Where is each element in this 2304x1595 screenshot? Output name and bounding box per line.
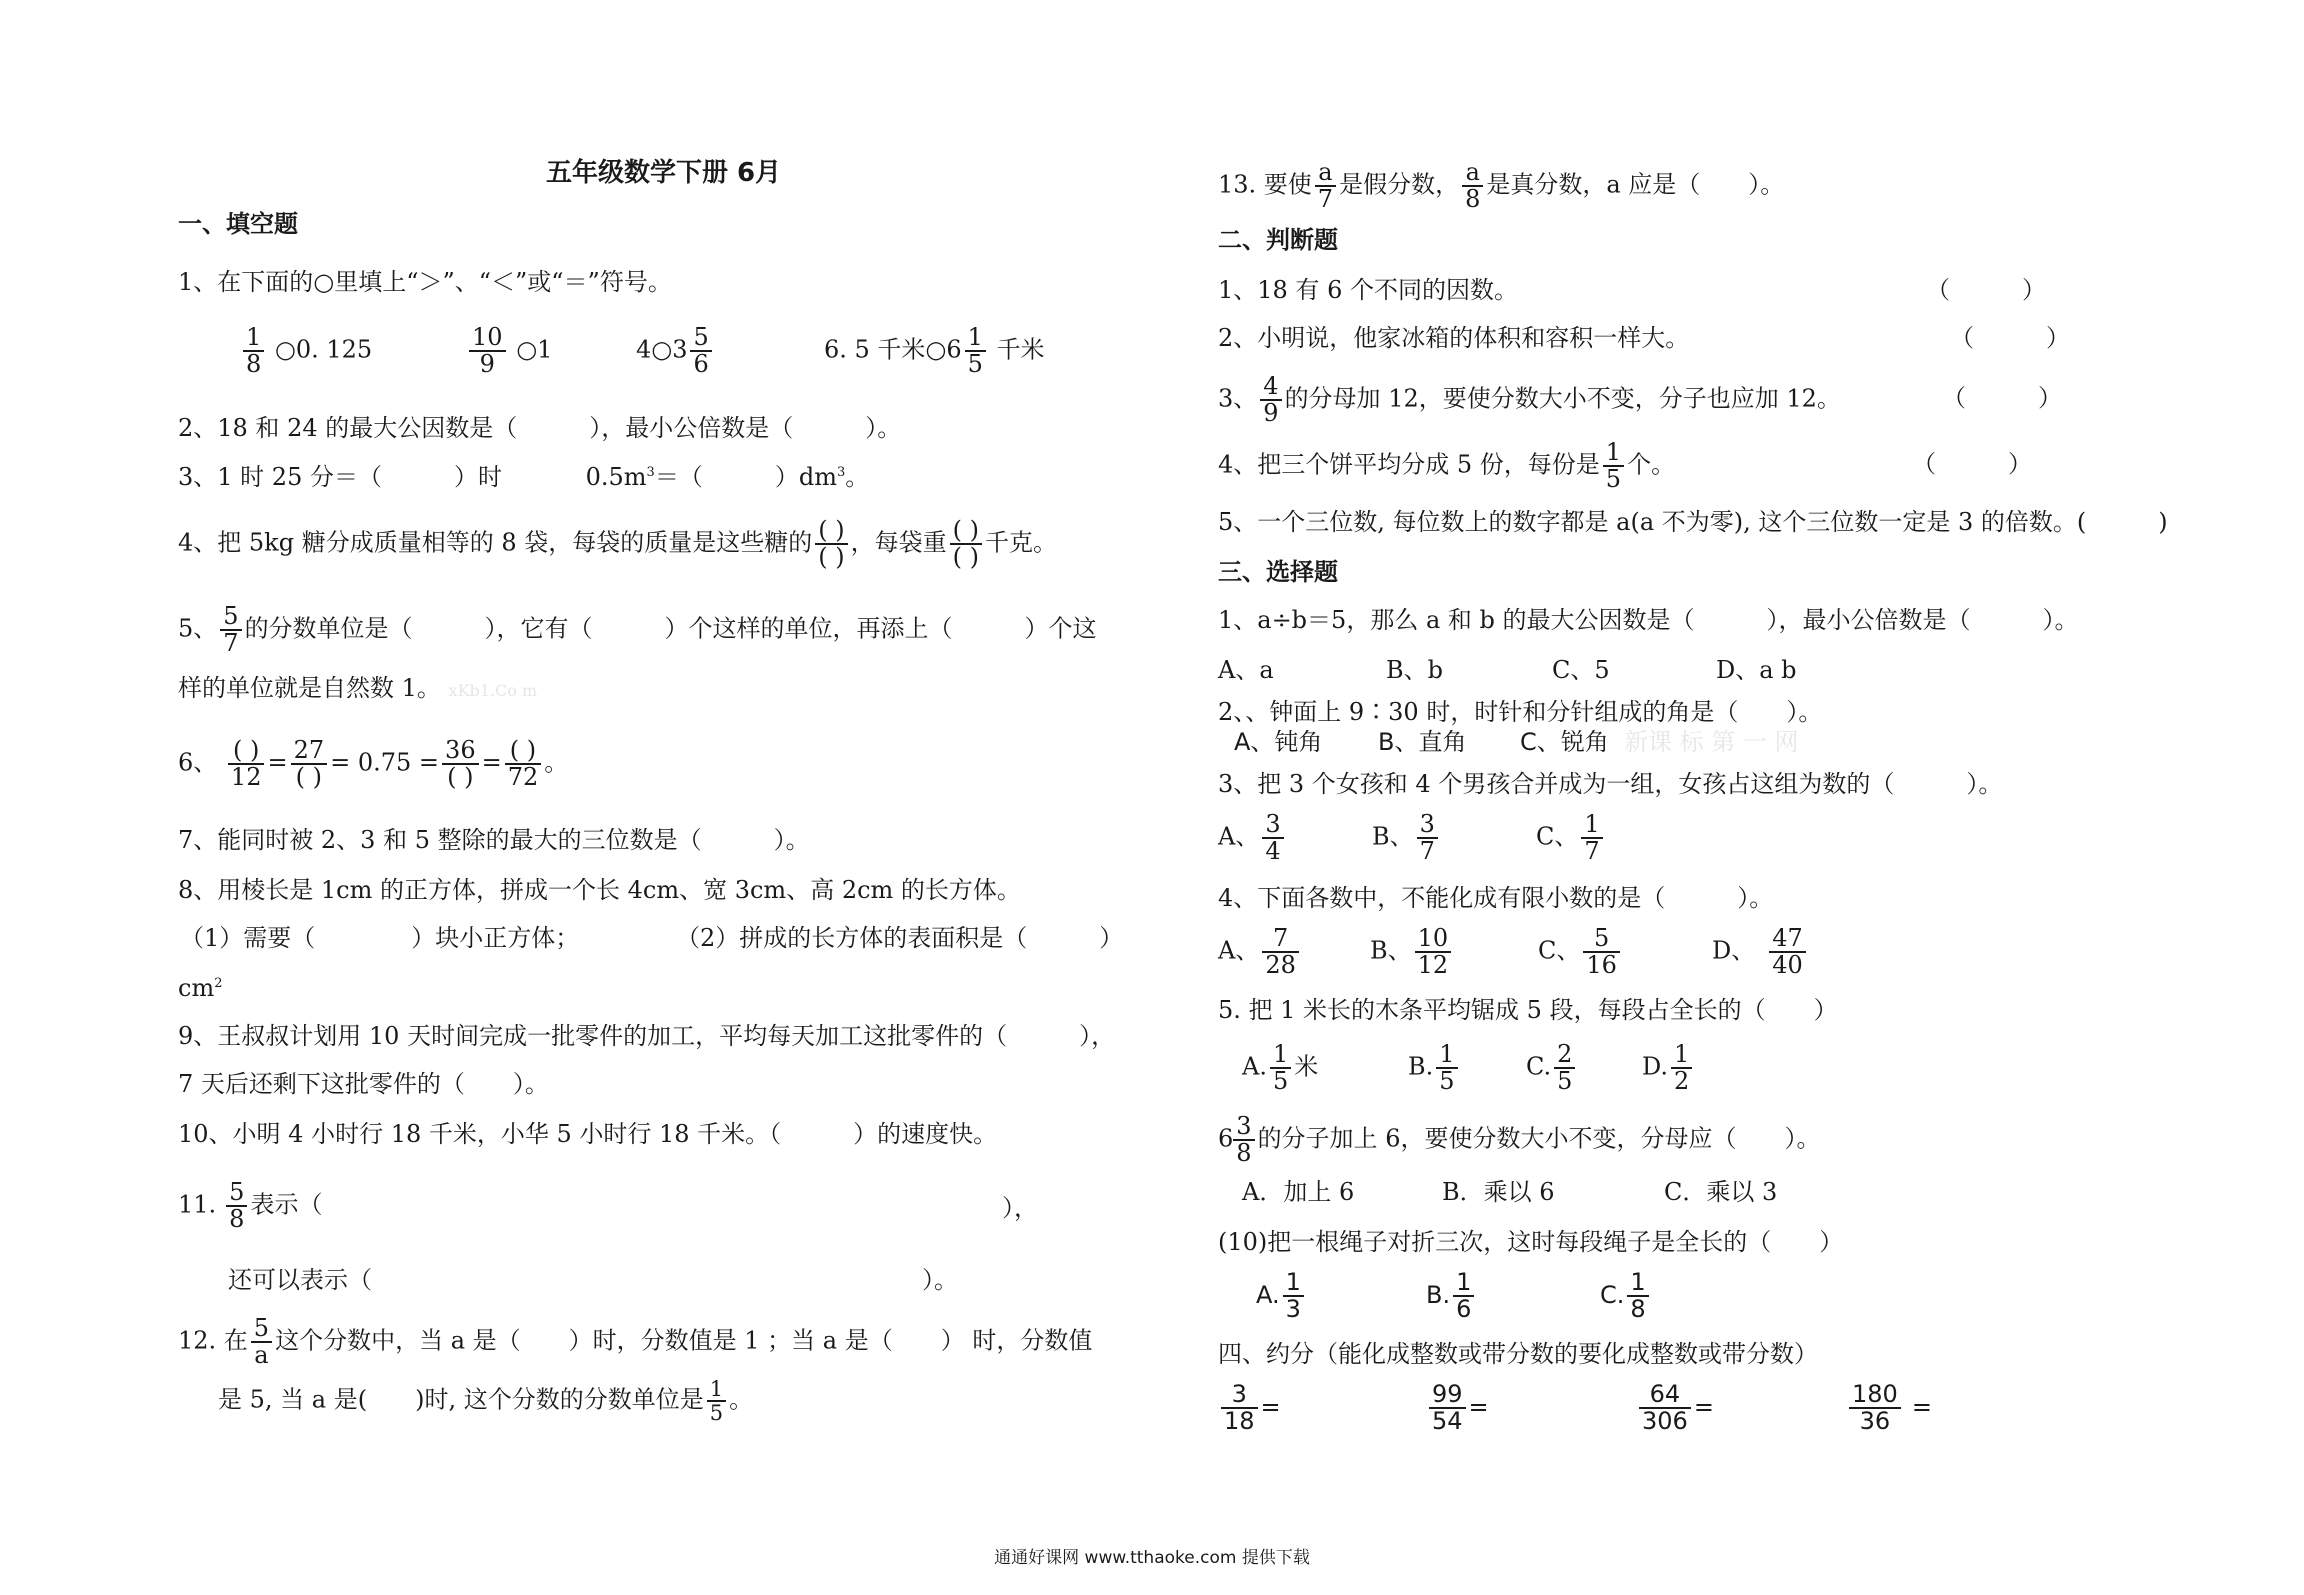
fraction: $\frac{5}{7}$	[220, 604, 241, 656]
question-8-unit: $cm^2$	[178, 974, 223, 1002]
section-true-false: 二、判断题	[1218, 226, 1338, 254]
fraction: $\frac{10}{12}$	[1415, 926, 1452, 978]
section-fill-blank: 一、填空题	[178, 210, 298, 238]
fraction: $\frac{47}{40}$	[1769, 926, 1806, 978]
question-2: 2、18 和 24 的最大公因数是（ ），最小公倍数是（ ）。	[178, 414, 902, 442]
choice-4-option-b: B、 $\frac{10}{12}$	[1370, 926, 1454, 978]
choice-6-option-b: B．乘以 6	[1442, 1178, 1555, 1206]
watermark-text: 新课 标 第 一 网	[1624, 728, 1799, 756]
choice-4: 4、下面各数中，不能化成有限小数的是（ ）。	[1218, 884, 1774, 912]
choice-10-option-c: C. $\frac{1}{8}$	[1600, 1270, 1652, 1322]
fraction-blank: $\frac{( )}{72}$	[505, 738, 542, 790]
judge-2-answer: （ ）	[1950, 324, 2070, 352]
fraction-blank: $\frac{36}{( )}$	[442, 738, 479, 790]
page-footer: 通通好课网 www.tthaoke.com 提供下载	[994, 1548, 1310, 1568]
choice-3: 3、把 3 个女孩和 4 个男孩合并成为一组，女孩占这组为数的（ ）。	[1218, 770, 2003, 798]
choice-1-option-c: C、5	[1552, 656, 1610, 684]
choice-4-option-d: D、 $\frac{47}{40}$	[1712, 926, 1809, 978]
judge-4: 4、把三个饼平均分成 5 份，每份是 $\frac{1}{5}$ 个。	[1218, 438, 1676, 494]
fraction: $\frac{1}{8}$	[243, 325, 264, 377]
choice-6-option-c: C．乘以 3	[1664, 1178, 1778, 1206]
judge-3: 3、 $\frac{4}{9}$ 的分母加 12，要使分数大小不变，分子也应加 12。	[1218, 372, 1841, 428]
fraction: $\frac{1}{5}$	[1270, 1042, 1291, 1094]
fraction: $\frac{7}{28}$	[1262, 926, 1299, 978]
choice-3-option-c: C、 $\frac{1}{7}$	[1536, 812, 1606, 864]
fraction: $\frac{180}{36}$	[1849, 1382, 1901, 1434]
fraction: $\frac{a}{8}$	[1462, 160, 1483, 212]
choice-3-option-a: A、 $\frac{3}{4}$	[1218, 812, 1287, 864]
choice-4-option-a: A、 $\frac{7}{28}$	[1218, 926, 1302, 978]
fraction: $\frac{3}{18}$	[1221, 1382, 1258, 1434]
choice-2: 2、、钟面上 9∶30 时，时针和分针组成的角是（ ）。	[1218, 698, 1823, 726]
q1-item-d: 6. 5 千米○6 $\frac{1}{5}$ 千米	[824, 323, 1045, 379]
fraction-blank: $\frac{( )}{( )}$	[815, 518, 847, 570]
question-1: 1、在下面的○里填上“＞”、“＜”或“＝”符号。	[178, 268, 672, 296]
fraction: $\frac{3}{8}$	[1233, 1114, 1254, 1166]
choice-2-option-a: A、钝角	[1234, 728, 1323, 756]
question-12: 12. 在 $\frac{5}{a}$ 这个分数中，当 a 是（ ）时，分数值是 1 ；当 a 是（ ） 时，分数值	[178, 1314, 1093, 1370]
question-11-close: ），	[1002, 1194, 1038, 1222]
question-11-cont: 还可以表示（	[228, 1266, 372, 1294]
choice-4-option-c: C、 $\frac{5}{16}$	[1538, 926, 1623, 978]
section-multiple-choice: 三、选择题	[1218, 558, 1338, 586]
choice-1-option-b: B、b	[1386, 656, 1443, 684]
choice-5-option-a: A. $\frac{1}{5}$ 米	[1242, 1040, 1319, 1096]
fraction: $\frac{99}{54}$	[1429, 1382, 1466, 1434]
fraction: $\frac{5}{8}$	[226, 1180, 247, 1232]
fraction: $\frac{5}{6}$	[690, 325, 711, 377]
fraction: $\frac{1}{5}$	[965, 325, 986, 377]
choice-5-option-b: B. $\frac{1}{5}$	[1408, 1042, 1461, 1094]
choice-1-option-a: A、a	[1218, 656, 1274, 684]
choice-5-option-c: C. $\frac{2}{5}$	[1526, 1042, 1578, 1094]
simplify-2: $\frac{99}{54}$ =	[1426, 1382, 1489, 1434]
question-9-cont: 7 天后还剩下这批零件的（ ）。	[178, 1070, 549, 1098]
watermark-text: xKb1.Co m	[448, 681, 538, 700]
choice-1: 1、a÷b＝5，那么 a 和 b 的最大公因数是（ ），最小公倍数是（ ）。	[1218, 606, 2079, 634]
question-5-cont: 样的单位就是自然数 1。 xKb1.Co m	[178, 674, 538, 702]
simplify-4: $\frac{180}{36}$ =	[1846, 1382, 1932, 1434]
question-5: 5、 $\frac{5}{7}$ 的分数单位是（ ），它有（ ）个这样的单位，再添上（ ）个这	[178, 602, 1097, 658]
fraction: $\frac{1}{6}$	[1453, 1270, 1474, 1322]
question-9: 9、王叔叔计划用 10 天时间完成一批零件的加工，平均每天加工这批零件的（ ），	[178, 1022, 1116, 1050]
simplify-1: $\frac{3}{18}$ =	[1218, 1382, 1281, 1434]
choice-10-option-a: A. $\frac{1}{3}$	[1256, 1270, 1307, 1322]
choice-6-option-a: A．加上 6	[1242, 1178, 1355, 1206]
question-3: 3、1 时 25 分＝（ ）时 $0.5m^3=$（ ）$dm^3$。	[178, 463, 870, 491]
fraction: $\frac{a}{7}$	[1315, 160, 1336, 212]
choice-10: (10)把一根绳子对折三次，这时每段绳子是全长的（ ）	[1218, 1228, 1844, 1256]
choice-5: 5. 把 1 米长的木条平均锯成 5 段，每段占全长的（ ）	[1218, 996, 1838, 1024]
choice-2-option-c: C、锐角	[1520, 728, 1609, 756]
fraction: $\frac{3}{4}$	[1262, 812, 1283, 864]
fraction: $\frac{2}{5}$	[1554, 1042, 1575, 1094]
fraction: $\frac{5}{16}$	[1583, 926, 1620, 978]
question-4: 4、把 5kg 糖分成质量相等的 8 袋，每袋的质量是这些糖的 $\frac{( )}{( )}$ ，每袋重 $\frac{( )}{( )}$ 千克。	[178, 516, 1057, 572]
choice-1-option-d: D、a b	[1716, 656, 1797, 684]
section-simplify: 四、约分（能化成整数或带分数的要化成整数或带分数）	[1218, 1340, 1818, 1368]
fraction: $\frac{1}{8}$	[1627, 1270, 1648, 1322]
judge-2: 2、小明说，他家冰箱的体积和容积一样大。	[1218, 324, 1690, 352]
q1-item-b: $\frac{10}{9}$ ○1	[466, 325, 552, 377]
fraction: $\frac{10}{9}$	[469, 325, 506, 377]
simplify-3: $\frac{64}{306}$ =	[1636, 1382, 1714, 1434]
fraction: $\frac{1}{5}$	[1436, 1042, 1457, 1094]
fraction-blank: $\frac{( )}{12}$	[228, 738, 265, 790]
page-title: 五年级数学下册 6月	[546, 158, 782, 188]
choice-10-option-b: B. $\frac{1}{6}$	[1426, 1270, 1477, 1322]
fraction: $\frac{1}{7}$	[1581, 812, 1602, 864]
question-6: 6、 $\frac{( )}{12}$ = $\frac{27}{( )}$ = 0.75 = $\frac{36}{( )}$ = $\frac{( )}{72}$ 。	[178, 736, 569, 792]
question-11: 11. $\frac{5}{8}$ 表示（	[178, 1178, 323, 1234]
fraction-blank: $\frac{( )}{( )}$	[950, 518, 982, 570]
fraction: $\frac{3}{7}$	[1417, 812, 1438, 864]
question-10: 10、小明 4 小时行 18 千米，小华 5 小时行 18 千米。（ ）的速度快。	[178, 1120, 998, 1148]
question-8: 8、用棱长是 1cm 的正方体，拼成一个长 4cm、宽 3cm、高 2cm 的长方体。	[178, 876, 1021, 904]
question-8-part-2: （2）拼成的长方体的表面积是（ ）	[676, 924, 1124, 952]
fraction-blank: $\frac{27}{( )}$	[291, 738, 328, 790]
q1-item-c: 4○3 $\frac{5}{6}$	[636, 325, 715, 377]
fraction: $\frac{1}{5}$	[1603, 440, 1624, 492]
fraction: $\frac{1}{5}$	[707, 1378, 726, 1424]
fraction: $\frac{1}{2}$	[1671, 1042, 1692, 1094]
judge-3-answer: （ ）	[1942, 384, 2062, 412]
choice-5-option-d: D. $\frac{1}{2}$	[1642, 1042, 1695, 1094]
fraction: $\frac{1}{3}$	[1283, 1270, 1304, 1322]
question-11-cont-close: ）。	[922, 1266, 958, 1294]
judge-4-answer: （ ）	[1912, 450, 2032, 478]
judge-5: 5、一个三位数, 每位数上的数字都是 a(a 不为零), 这个三位数一定是 3 的倍数。( )	[1218, 508, 2168, 536]
fraction: $\frac{5}{a}$	[251, 1316, 272, 1368]
fraction: $\frac{4}{9}$	[1260, 374, 1281, 426]
choice-3-option-b: B、 $\frac{3}{7}$	[1372, 812, 1441, 864]
question-12-cont: 是 5, 当 a 是( )时, 这个分数的分数单位是 $\frac{1}{5}$ 。	[218, 1377, 754, 1426]
fraction: $\frac{64}{306}$	[1639, 1382, 1691, 1434]
judge-1-answer: （ ）	[1926, 276, 2046, 304]
question-13: 13. 要使 $\frac{a}{7}$ 是假分数， $\frac{a}{8}$ 是真分数，a 应是（ ）。	[1218, 158, 1785, 214]
judge-1: 1、18 有 6 个不同的因数。	[1218, 276, 1518, 304]
question-8-part-1: （1）需要（ ）块小正方体；	[180, 924, 580, 952]
q1-item-a: $\frac{1}{8}$ ○0. 125	[240, 325, 372, 377]
question-7: 7、能同时被 2、3 和 5 整除的最大的三位数是（ ）。	[178, 826, 810, 854]
choice-2-option-b: B、直角	[1378, 728, 1467, 756]
choice-6: 6 $\frac{3}{8}$ 的分子加上 6，要使分数大小不变，分母应（ ）。	[1218, 1112, 1821, 1168]
